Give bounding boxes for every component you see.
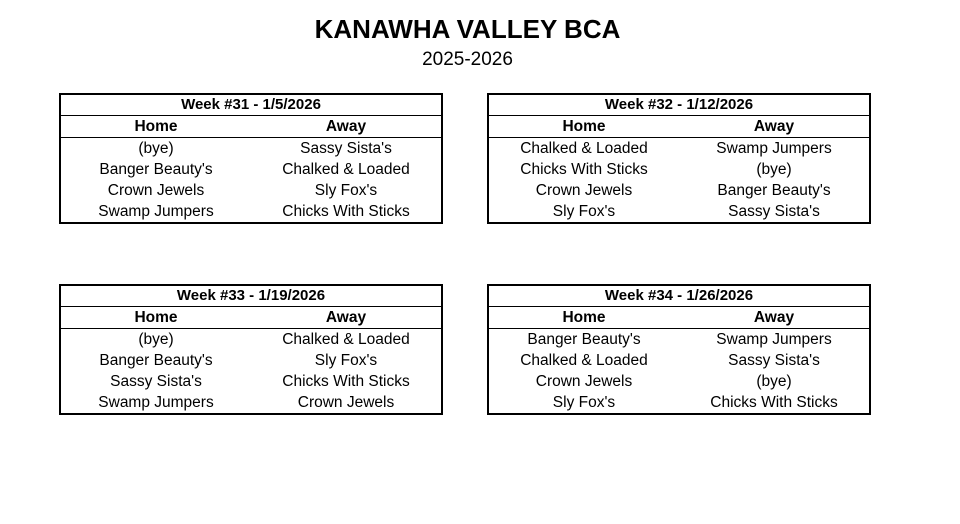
match-row	[489, 180, 869, 201]
home-column-header: Home	[134, 309, 178, 326]
home-team: Chalked & Loaded	[520, 140, 648, 157]
home-team: Sly Fox's	[552, 394, 616, 411]
match-row	[61, 138, 441, 159]
document-title: KANAWHA VALLEY BCA	[314, 14, 621, 44]
home-team: (bye)	[138, 140, 174, 157]
match-row	[61, 371, 441, 392]
match-row	[61, 201, 441, 222]
away-team: Chalked & Loaded	[282, 331, 410, 348]
match-row	[61, 329, 441, 350]
column-header-row	[61, 307, 441, 329]
home-team: Sly Fox's	[552, 203, 616, 220]
week-header: Week #32 - 1/12/2026	[489, 95, 869, 116]
week-34-schedule-table	[487, 284, 871, 415]
home-team: Crown Jewels	[535, 373, 633, 390]
home-team: Banger Beauty's	[527, 331, 641, 348]
match-row	[61, 350, 441, 371]
away-team: Sly Fox's	[314, 182, 378, 199]
home-team: Swamp Jumpers	[98, 394, 214, 411]
match-row	[489, 159, 869, 180]
match-row	[489, 138, 869, 159]
match-row	[489, 201, 869, 222]
match-row	[61, 392, 441, 413]
match-row	[489, 371, 869, 392]
week-header: Week #31 - 1/5/2026	[61, 95, 441, 116]
away-team: (bye)	[756, 161, 792, 178]
home-team: Banger Beauty's	[99, 161, 213, 178]
away-team: Sassy Sista's	[728, 352, 820, 369]
home-team: Banger Beauty's	[99, 352, 213, 369]
away-team: Chicks With Sticks	[282, 373, 410, 390]
home-column-header: Home	[562, 118, 606, 135]
away-team: Chalked & Loaded	[282, 161, 410, 178]
match-row	[61, 180, 441, 201]
home-team: Sassy Sista's	[110, 373, 202, 390]
home-column-header: Home	[562, 309, 606, 326]
away-team: Sassy Sista's	[728, 203, 820, 220]
week-header: Week #34 - 1/26/2026	[489, 286, 869, 307]
home-column-header: Home	[134, 118, 178, 135]
match-row	[489, 329, 869, 350]
match-row	[61, 159, 441, 180]
away-column-header: Away	[753, 118, 795, 135]
away-team: Chicks With Sticks	[710, 394, 838, 411]
away-column-header: Away	[753, 309, 795, 326]
away-team: Sly Fox's	[314, 352, 378, 369]
home-team: Crown Jewels	[107, 182, 205, 199]
away-column-header: Away	[325, 309, 367, 326]
week-32-schedule-table	[487, 93, 871, 224]
away-team: Banger Beauty's	[717, 182, 831, 199]
match-row	[489, 350, 869, 371]
week-header: Week #33 - 1/19/2026	[61, 286, 441, 307]
home-team: Swamp Jumpers	[98, 203, 214, 220]
column-header-row	[489, 307, 869, 329]
home-team: Chalked & Loaded	[520, 352, 648, 369]
season-subtitle: 2025-2026	[422, 49, 513, 70]
match-row	[489, 392, 869, 413]
column-header-row	[489, 116, 869, 138]
away-team: Crown Jewels	[297, 394, 395, 411]
column-header-row	[61, 116, 441, 138]
home-team: Crown Jewels	[535, 182, 633, 199]
week-33-schedule-table	[59, 284, 443, 415]
week-31-schedule-table	[59, 93, 443, 224]
away-team: (bye)	[756, 373, 792, 390]
away-team: Sassy Sista's	[300, 140, 392, 157]
away-column-header: Away	[325, 118, 367, 135]
away-team: Chicks With Sticks	[282, 203, 410, 220]
home-team: Chicks With Sticks	[520, 161, 648, 178]
away-team: Swamp Jumpers	[716, 331, 832, 348]
home-team: (bye)	[138, 331, 174, 348]
away-team: Swamp Jumpers	[716, 140, 832, 157]
